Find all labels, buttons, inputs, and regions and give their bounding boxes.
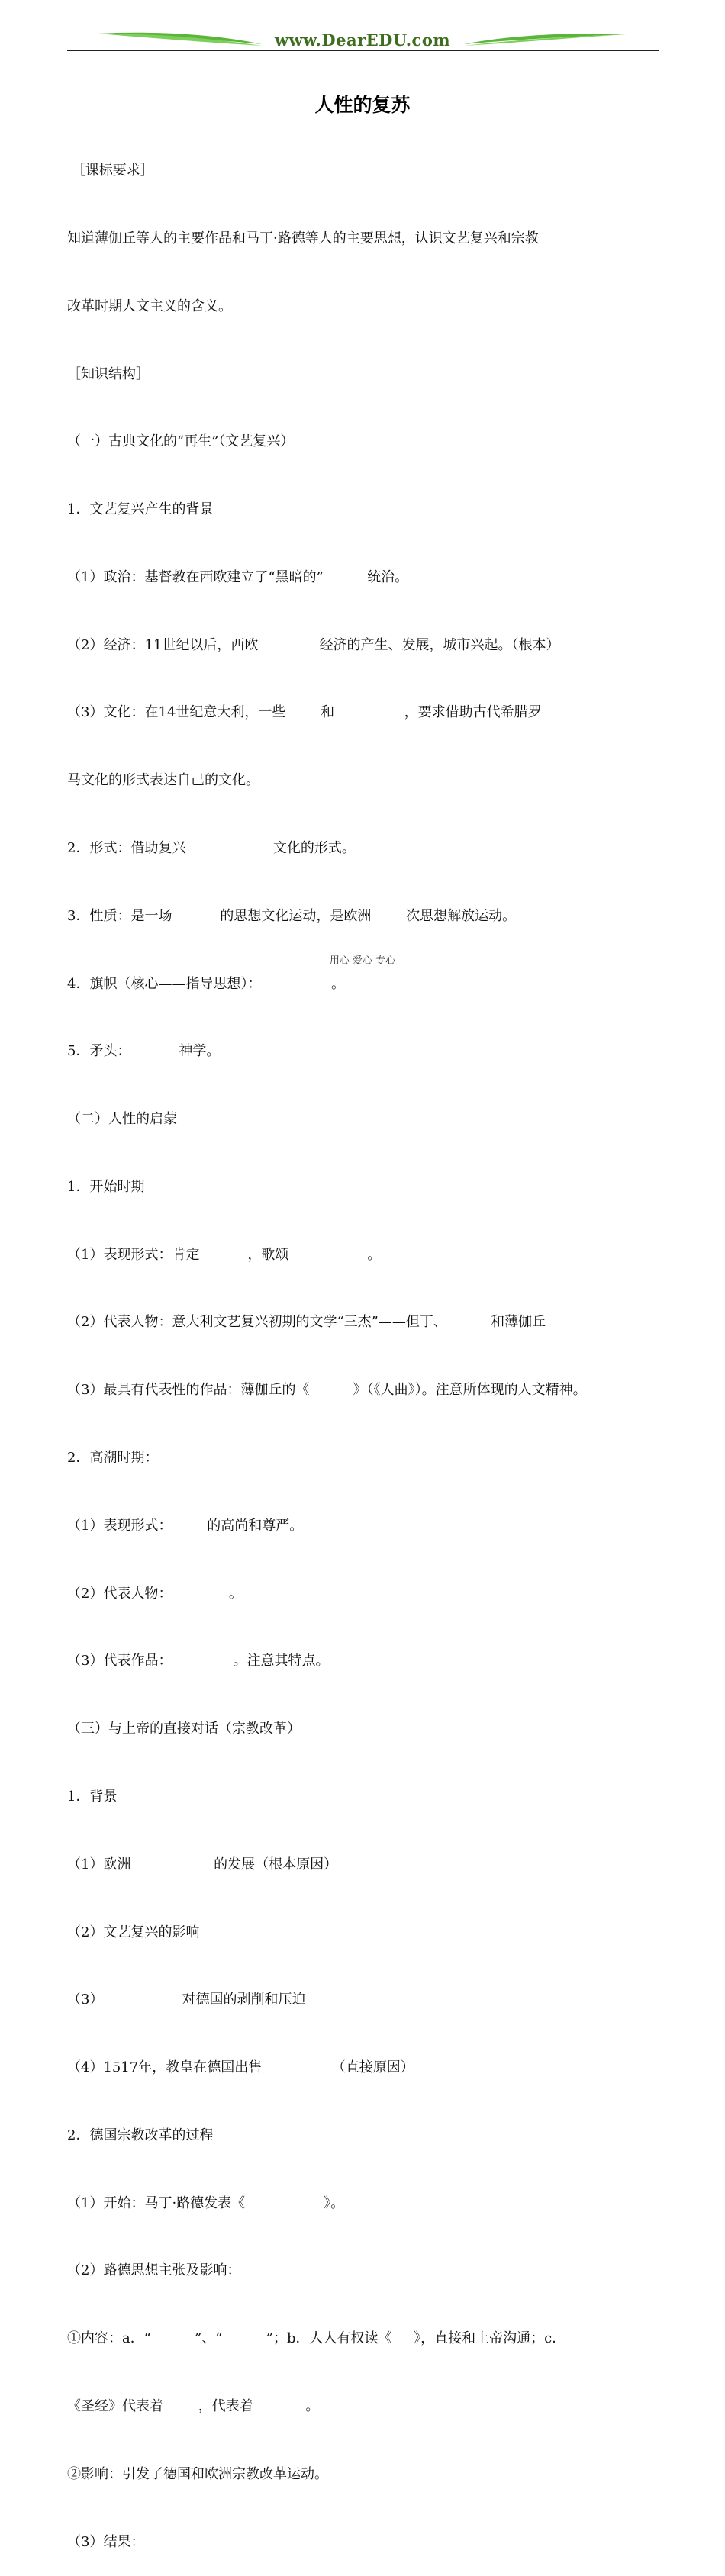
text-line: （2）经济：11世纪以后，西欧 经济的产生、发展，城市兴起。（根本） bbox=[67, 636, 560, 653]
text-line: （2）路德思想主张及影响： bbox=[67, 2262, 241, 2279]
text-line: （1）表现形式： 的高尚和尊严。 bbox=[67, 1517, 304, 1534]
text-line: 改革时期人文主义的含义。 bbox=[67, 298, 232, 314]
text-line: 《圣经》代表着 ，代表着 。 bbox=[67, 2397, 320, 2414]
text-line: （3）最具有代表性的作品：薄伽丘的《 》（《人曲》）。注意所体现的人文精神。 bbox=[67, 1382, 587, 1399]
text-line: （2）代表人物：意大利文艺复兴初期的文学“三杰”——但丁、 和薄伽丘 bbox=[67, 1314, 546, 1331]
text-line: 5．矛头： 神学。 bbox=[67, 1043, 221, 1060]
text-line: （2）文艺复兴的影响 bbox=[67, 1924, 200, 1940]
page-footer: 用心 爱心 专心 bbox=[329, 955, 396, 967]
text-line: 2．德国宗教改革的过程 bbox=[67, 2127, 214, 2143]
text-line: 马文化的形式表达自己的文化。 bbox=[67, 772, 259, 789]
text-line: 1．开始时期 bbox=[67, 1178, 145, 1195]
text-line: （4）1517年，教皇在德国出售 （直接原因） bbox=[67, 2059, 414, 2076]
text-line: 2．高潮时期： bbox=[67, 1450, 159, 1467]
text-line: ［课标要求］ bbox=[67, 163, 154, 179]
document-title: 人性的复苏 bbox=[314, 94, 411, 116]
text-line: （1）欧洲 的发展（根本原因） bbox=[67, 1856, 338, 1872]
text-line: （二）人性的启蒙 bbox=[67, 1111, 177, 1128]
page-header bbox=[67, 27, 658, 53]
text-line: （三）与上帝的直接对话（宗教改革） bbox=[67, 1721, 301, 1737]
text-line: 4．旗帜（核心——指导思想）： 。 bbox=[67, 975, 345, 992]
text-line: 知道薄伽丘等人的主要作品和马丁·路德等人的主要思想，认识文艺复兴和宗教 bbox=[67, 230, 539, 246]
brand-logo-text[interactable]: www.DearEDU.com bbox=[274, 31, 451, 50]
text-line: （3）文化：在14世纪意大利，一些 和 ，要求借助古代希腊罗 bbox=[67, 704, 542, 721]
header-divider bbox=[67, 50, 659, 51]
text-line: （一）古典文化的“再生”（文艺复兴） bbox=[67, 433, 295, 450]
text-line: ①内容：a．“ ”、“ ”；b．人人有权读《 》，直接和上帝沟通；c． bbox=[67, 2330, 566, 2347]
text-line: （3） 对德国的剥削和压迫 bbox=[67, 1992, 306, 2008]
text-line: （1）开始：马丁·路德发表《 》。 bbox=[67, 2194, 345, 2211]
text-line: （1）政治：基督教在西欧建立了“黑暗的” 统治。 bbox=[67, 568, 409, 585]
text-line: 2．形式：借助复兴 文化的形式。 bbox=[67, 840, 356, 856]
text-line: （1）表现形式：肯定 ，歌颂 。 bbox=[67, 1246, 382, 1263]
text-line: 1．背景 bbox=[67, 1788, 118, 1805]
text-line: 3．性质：是一场 的思想文化运动，是欧洲 次思想解放运动。 bbox=[67, 907, 517, 924]
text-line: （2）代表人物： 。 bbox=[67, 1585, 243, 1602]
text-line: （3）代表作品： 。注意其特点。 bbox=[67, 1653, 330, 1670]
text-line: ②影响：引发了德国和欧洲宗教改革运动。 bbox=[67, 2465, 328, 2482]
text-line: 1．文艺复兴产生的背景 bbox=[67, 501, 214, 518]
text-line: （3）结果： bbox=[67, 2533, 145, 2550]
text-line: ［知识结构］ bbox=[67, 365, 150, 382]
document-body bbox=[67, 114, 670, 2576]
